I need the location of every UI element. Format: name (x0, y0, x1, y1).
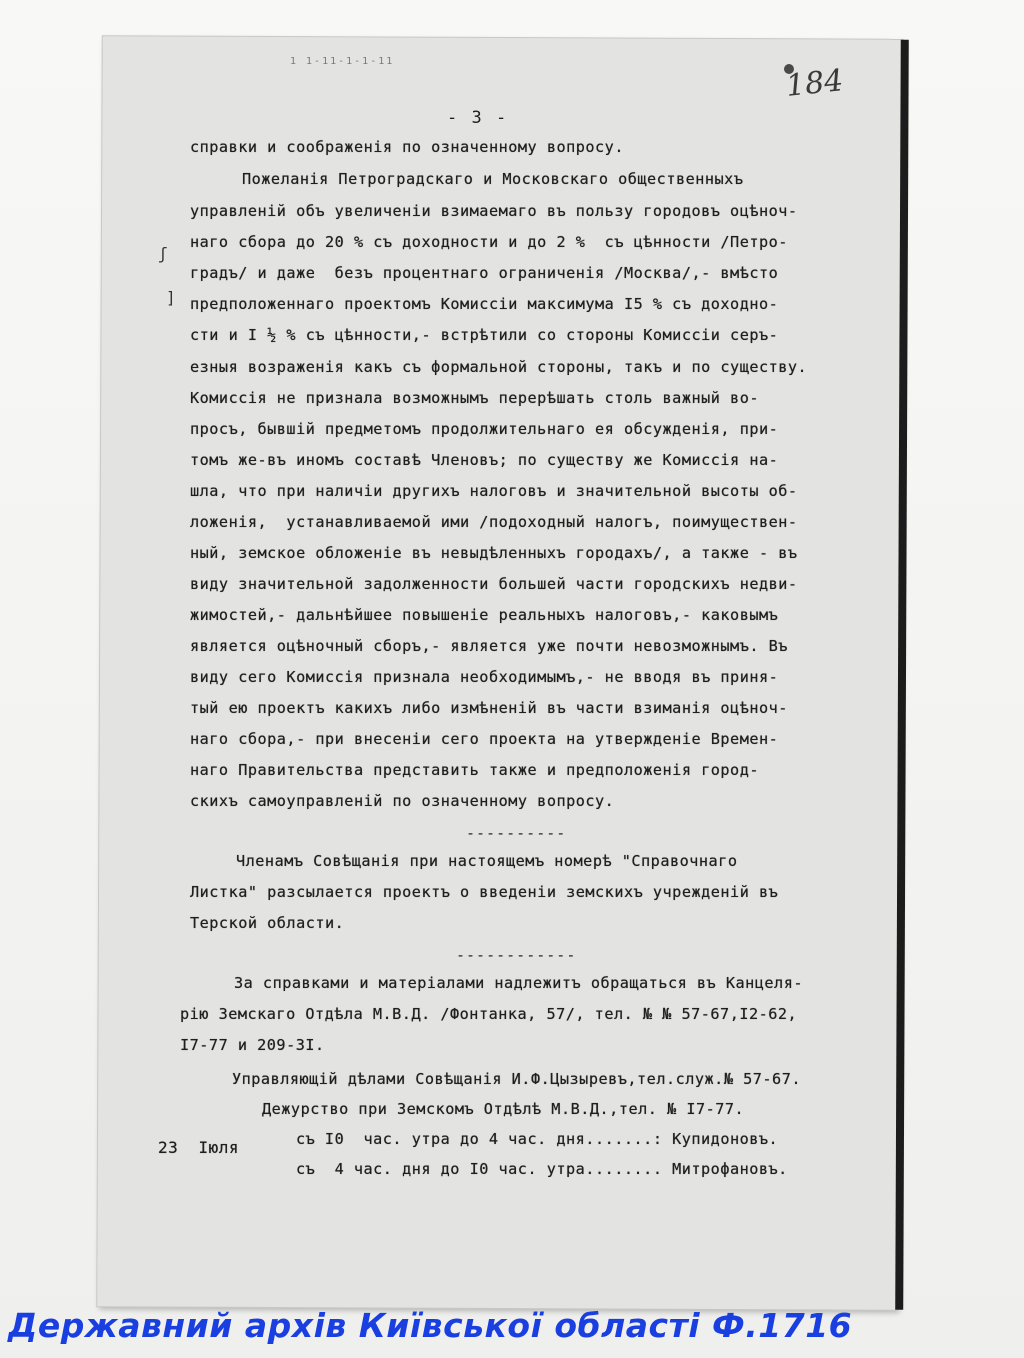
text-line: Пожеланія Петроградскаго и Московскаго общественныхъ (242, 170, 744, 188)
text-line: жимостей,- дальнѣйшее повышеніе реальныхъ налоговъ,- каковымъ (190, 606, 779, 624)
text-line: виду сего Комиссія признала необходимымъ,- не вводя въ приня- (190, 668, 779, 686)
text-line: наго сбора,- при внесеніи сего проекта на утвержденіе Времен- (190, 730, 779, 748)
duty-line: Дежурство при Земскомъ Отдѣлѣ М.В.Д.,тел. № I7-77. (262, 1100, 745, 1118)
text-line: ложенія, устанавливаемой ими /подоходный налогъ, поимуществен- (190, 513, 798, 531)
text-line: наго Правительства представить также и предположенія город- (190, 761, 759, 779)
faint-header-text: 1 1-11-1-1-11 (290, 56, 395, 67)
text-line: I7-77 и 209-3I. (180, 1036, 325, 1054)
section-divider: ---------- (466, 824, 567, 842)
text-line: сти и I ½ % съ цѣнности,- встрѣтили со стороны Комиссіи серъ- (190, 326, 779, 344)
text-line: справки и соображенія по означенному вопросу. (190, 138, 624, 156)
text-line: тый ею проектъ какихъ либо измѣненій въ части взиманія оцѣноч- (190, 699, 788, 717)
text-line: Терской области. (190, 914, 345, 932)
text-line: томъ же-въ иномъ составѣ Членовъ; по существу же Комиссія на- (190, 451, 779, 469)
text-line: рію Земскаго Отдѣла М.В.Д. /Фонтанка, 57/, тел. № № 57-67,I2-62, (180, 1005, 798, 1023)
archive-watermark: Державний архів Київської області Ф.1716 (8, 1306, 853, 1345)
margin-mark-icon: ʃ (158, 244, 168, 263)
text-line: езныя возраженія какъ съ формальной стороны, такъ и по существу. (190, 358, 808, 376)
archive-folio-number: 184 (784, 63, 845, 104)
text-line: скихъ самоуправленій по означенному вопросу. (190, 792, 615, 810)
margin-bracket-icon: ] (166, 288, 176, 307)
text-line: Комиссія не признала возможнымъ перерѣшать столь важный во- (190, 389, 759, 407)
text-line: является оцѣночный сборъ,- является уже почти невозможнымъ. Въ (190, 637, 788, 655)
manager-contact-line: Управляющій дѣлами Совѣщанія И.Ф.Цызыревъ,тел.служ.№ 57-67. (232, 1070, 801, 1088)
duty-schedule-row: съ 4 час. дня до I0 час. утра........ Митрофановъ. (296, 1160, 788, 1178)
text-line: ный, земское обложеніе въ невыдѣленныхъ городахъ/, а также - въ (190, 544, 798, 562)
section-divider: ------------ (456, 946, 577, 964)
duty-schedule-row: съ I0 час. утра до 4 час. дня.......: Купидоновъ. (296, 1130, 779, 1148)
text-line: Листка" разсылается проектъ о введеніи земскихъ учрежденій въ (190, 883, 779, 901)
text-line: Членамъ Совѣщанія при настоящемъ номерѣ "Справочнаго (236, 852, 738, 870)
text-line: виду значительной задолженности большей части городскихъ недви- (190, 575, 798, 593)
text-line: градъ/ и даже безъ процентнаго ограниченія /Москва/,- вмѣсто (190, 264, 779, 282)
text-line: шла, что при наличіи другихъ налоговъ и значительной высоты об- (190, 482, 798, 500)
page-number: - 3 - (447, 108, 509, 128)
text-line: управленій объ увеличеніи взимаемаго въ пользу городовъ оцѣноч- (190, 202, 798, 220)
text-line: просъ, бывшій предметомъ продолжительнаго ея обсужденія, при- (190, 420, 779, 438)
text-line: предположеннаго проектомъ Комиссіи максимума I5 % съ доходно- (190, 295, 779, 313)
text-line: наго сбора до 20 % съ доходности и до 2 % съ цѣнности /Петро- (190, 233, 788, 251)
text-line: За справками и матеріалами надлежитъ обращаться въ Канцеля- (234, 974, 803, 992)
document-date: 23 Іюля (158, 1138, 240, 1157)
